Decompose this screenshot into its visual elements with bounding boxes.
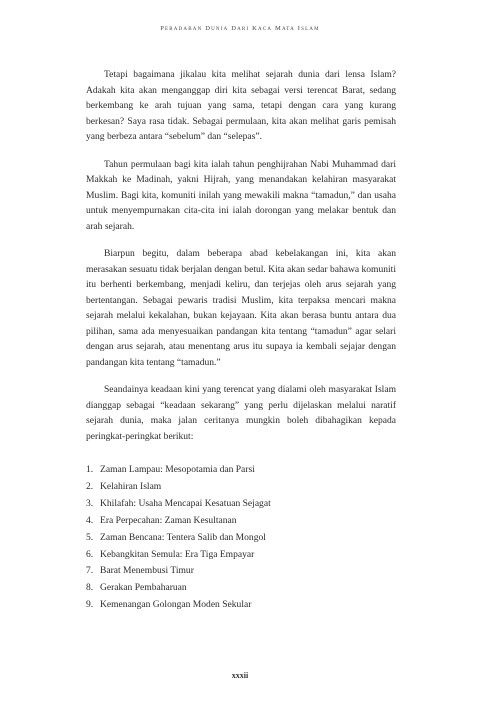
list-item	[86, 530, 396, 547]
running-header: Peradaban Dunia Dari Kaca Mata Islam	[160, 25, 320, 32]
page-number: xxxii	[231, 671, 249, 680]
list-text: Kemenangan Golongan Moden Sekular	[100, 599, 252, 611]
paragraph: Biarpun begitu, dalam beberapa abad kebelakangan ini, kita akan merasakan sesuatu tidak berjalan dengan betul. Kita akan sedar bahawa komuniti itu berhenti berkembang, menjadi keliru, dan terjejas oleh arus sejarah yang bertentangan. Sebagai pewaris tradisi Muslim, kita terpaksa mencari makna sejarah melalui kekalahan, bukan kejayaan. Kita akan berasa buntu antara dua pilihan, sama ada menyesuaikan pandangan kita tentang “tamadun” agar selari dengan arus sejarah, atau menentang arus itu supaya ia kembali sejajar dengan pandangan kita tentang “tamadun.”	[86, 248, 396, 368]
list-text: Kelahiran Islam	[100, 480, 162, 492]
list-item	[86, 513, 396, 530]
list-number: 9.	[86, 599, 94, 611]
list-number: 1.	[86, 464, 94, 475]
list-number: 6.	[86, 548, 94, 560]
list-text: Kebangkitan Semula: Era Tiga Empayar	[100, 548, 255, 560]
list-text: Era Perpecahan: Zaman Kesultanan	[100, 514, 237, 526]
stages-list	[86, 462, 396, 614]
list-item	[86, 479, 396, 496]
list-item	[86, 496, 396, 513]
list-number: 5.	[86, 531, 94, 543]
list-number: 4.	[86, 514, 94, 526]
list-text: Zaman Lampau: Mesopotamia dan Parsi	[100, 464, 255, 475]
list-number: 8.	[86, 582, 94, 594]
list-item	[86, 563, 396, 580]
list-text: Khilafah: Usaha Mencapai Kesatuan Sejagat	[100, 497, 271, 509]
paragraph: Tetapi bagaimana jikalau kita melihat sejarah dunia dari lensa Islam? Adakah kita akan menganggap diri kita sebagai versi terencat Barat, sedang berkembang ke arah tujuan yang sama, tetapi dengan cara yang kurang berkesan? Saya rasa tidak. Sebagai permulaan, kita akan melihat garis pemisah yang berbeza antara “sebelum” dan “selepas”.	[86, 69, 396, 142]
list-text: Barat Menembusi Timur	[100, 565, 194, 577]
list-text: Zaman Bencana: Tentera Salib dan Mongol	[100, 531, 266, 543]
paragraph: Seandainya keadaan kini yang terencat yang dialami oleh masyarakat Islam dianggap sebagai “keadaan sekarang” yang perlu dijelaskan melalui naratif sejarah dunia, maka jalan ceritanya mungkin boleh dibahagikan kepada peringkat-peringkat berikut:	[86, 384, 396, 442]
list-item	[86, 547, 396, 564]
body-text	[86, 67, 396, 614]
list-text: Gerakan Pembaharuan	[100, 582, 187, 594]
list-number: 3.	[86, 497, 94, 509]
list-item	[86, 597, 396, 614]
paragraph: Tahun permulaan bagi kita ialah tahun penghijrahan Nabi Muhammad dari Makkah ke Madinah, yakni Hijrah, yang menandakan kelahiran masyarakat Muslim. Bagi kita, komuniti inilah yang mewakili makna “tamadun,” dan usaha untuk menyempurnakan cita-cita ini ialah dorongan yang melakar bentuk dan arah sejarah.	[86, 158, 396, 232]
list-number: 2.	[86, 480, 94, 492]
list-item	[86, 580, 396, 597]
list-item	[86, 462, 396, 479]
list-number: 7.	[86, 565, 94, 577]
